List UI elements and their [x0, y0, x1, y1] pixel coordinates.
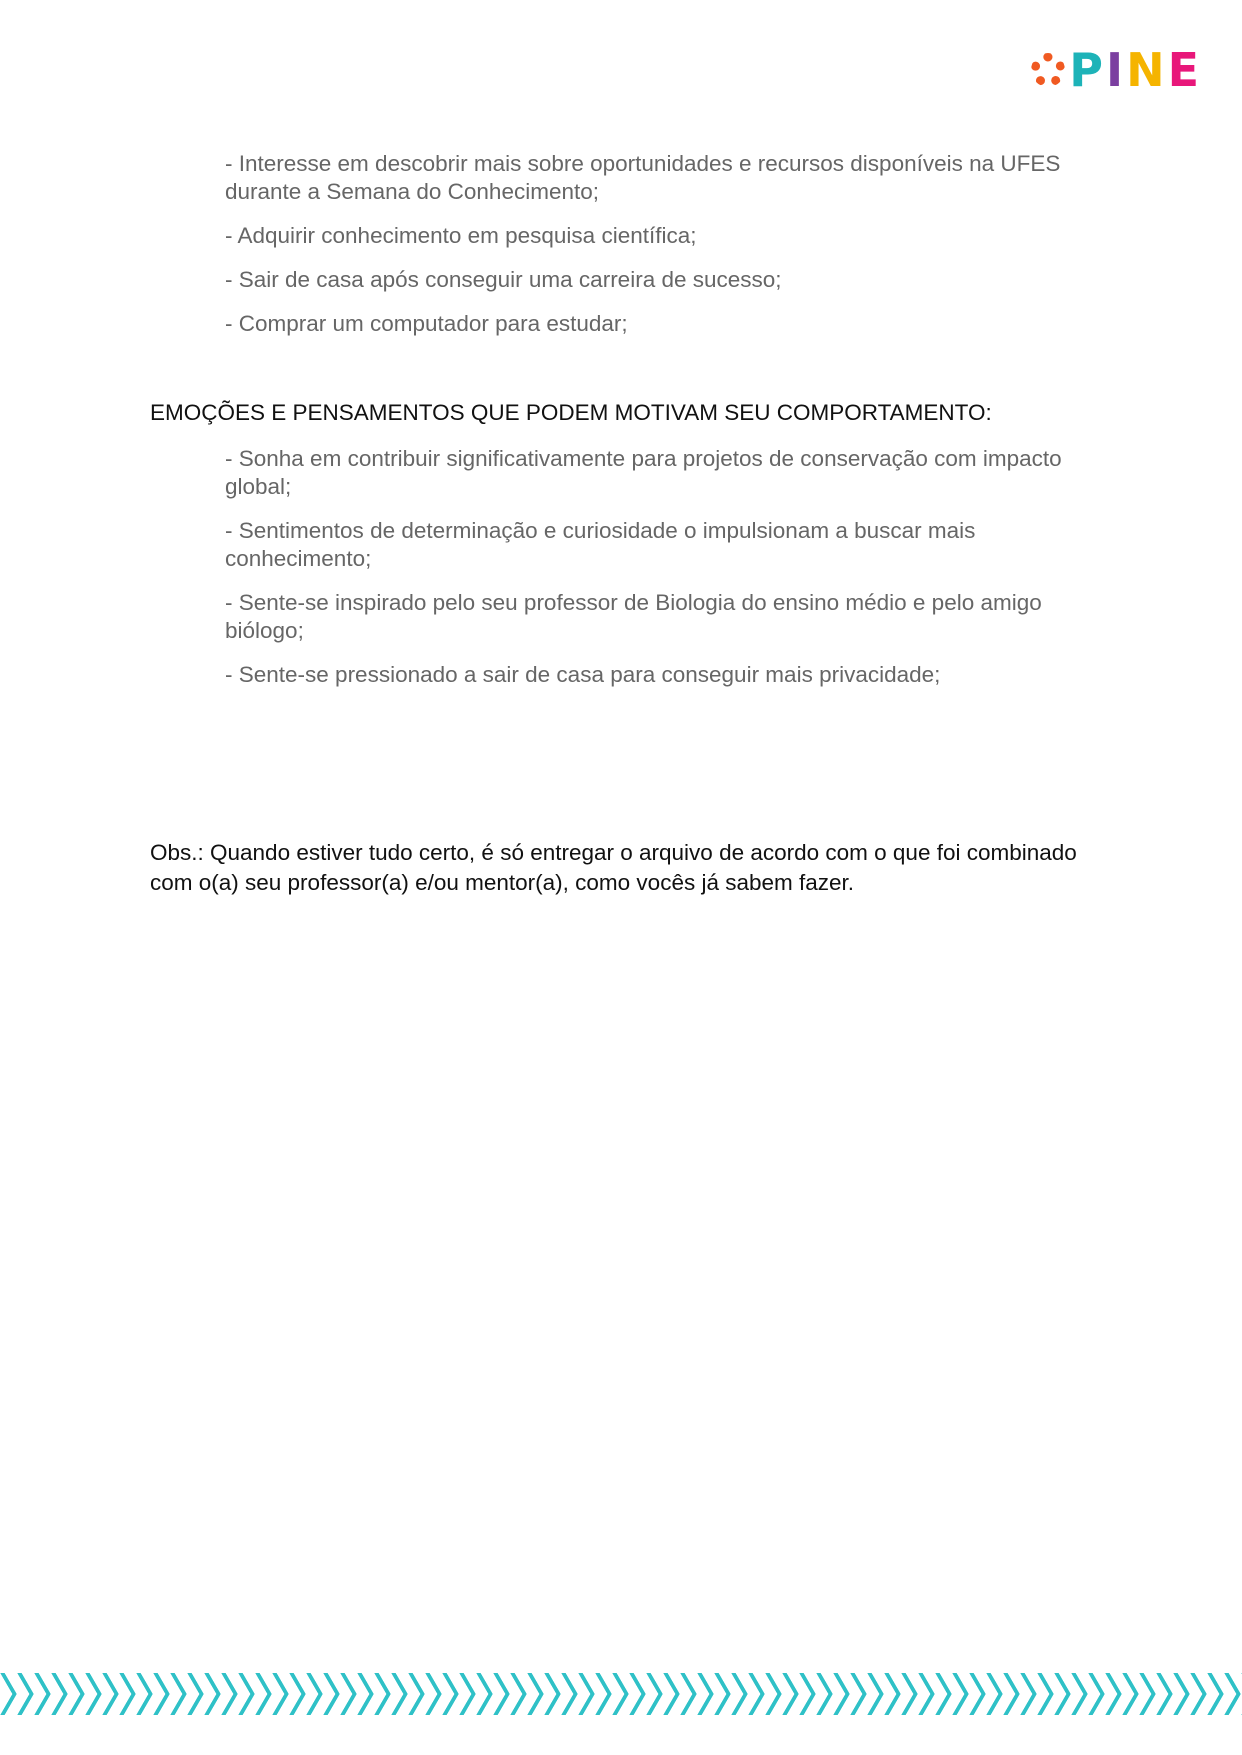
motivations-list [225, 150, 1085, 354]
logo-ring-icon [1031, 53, 1065, 87]
motivation-item: - Comprar um computador para estudar; [225, 311, 628, 336]
motivation-item: - Adquirir conhecimento em pesquisa científica; [225, 223, 697, 248]
logo-letter-n: N [1126, 43, 1166, 97]
emotion-item: - Sente-se inspirado pelo seu professor de Biologia do ensino médio e pelo amigo biólogo; [225, 590, 1042, 643]
emotions-list [225, 445, 1085, 705]
footer-leaf-border [0, 1673, 1242, 1715]
logo-letter-i: I [1105, 43, 1125, 97]
submission-note: Obs.: Quando estiver tudo certo, é só entregar o arquivo de acordo com o que foi combinado com o(a) seu professor(a) e/ou mentor(a), como vocês já sabem fazer. [150, 840, 1077, 895]
motivation-item: - Sair de casa após conseguir uma carreira de sucesso; [225, 267, 782, 292]
opine-logo [1031, 44, 1200, 96]
logo-letter-e: E [1167, 43, 1200, 97]
emotion-item: - Sentimentos de determinação e curiosidade o impulsionam a buscar mais conhecimento; [225, 518, 976, 571]
emotion-item: - Sonha em contribuir significativamente para projetos de conservação com impacto global; [225, 446, 1062, 499]
emotions-section-heading: EMOÇÕES E PENSAMENTOS QUE PODEM MOTIVAM SEU COMPORTAMENTO: [150, 400, 992, 425]
motivation-item: - Interesse em descobrir mais sobre oportunidades e recursos disponíveis na UFES durante a Semana do Conhecimento; [225, 151, 1061, 204]
emotion-item: - Sente-se pressionado a sair de casa para conseguir mais privacidade; [225, 662, 941, 687]
logo-letter-p: P [1069, 43, 1104, 97]
